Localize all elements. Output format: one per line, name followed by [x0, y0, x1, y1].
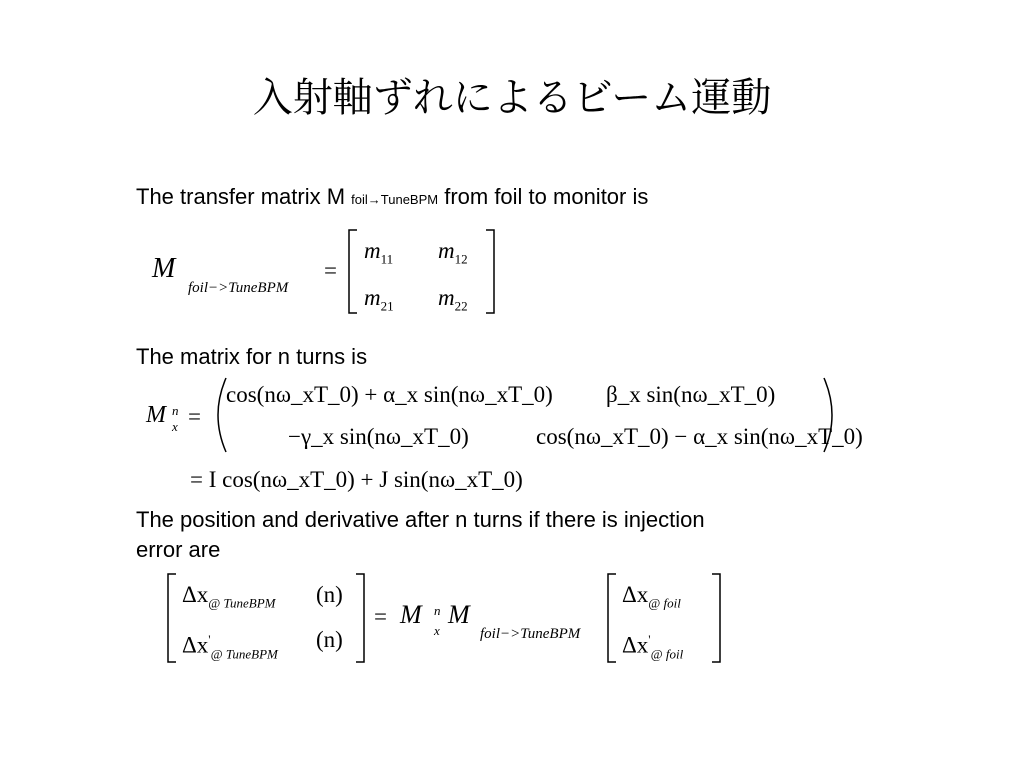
eq1-lhs-sub: foil−>TuneBPM [188, 280, 289, 296]
eq3-left-top: $\Delta x_{@ TuneBPM}$ [182, 582, 276, 611]
eq3-M2-sub: foil−>TuneBPM [480, 626, 581, 642]
eq3-left-bottom-arg: (n) [316, 627, 343, 652]
eq3-M2: M [448, 600, 470, 629]
eq3-left-vector-right-bracket [356, 574, 364, 662]
eq3-left-vector-left-bracket [168, 574, 176, 662]
eq1-m11: $m_{11}$ [364, 238, 394, 267]
eq1-right-bracket [486, 230, 494, 313]
eq3-right-vector-right-bracket [712, 574, 720, 662]
eq1-left-bracket [349, 230, 357, 313]
eq3-M-sup: n [434, 603, 441, 618]
eq3-right-top: $\Delta x_{@ foil}$ [622, 582, 681, 611]
eq2-lhs-sub: x [172, 419, 178, 434]
eq2-left-paren [218, 378, 226, 452]
eq3-right-vector-left-bracket [608, 574, 616, 662]
paragraph-lead: The transfer matrix M [136, 184, 352, 209]
eq2-lhs-sup: n [172, 403, 179, 418]
slide-title: 入射軸ずれによるビーム運動 [252, 75, 772, 121]
eq1-m22: $m_{22}$ [438, 285, 468, 314]
paragraph-n-turns: The matrix for n turns is [136, 344, 368, 369]
paragraph-injection-error-line1: The position and derivative after n turns if there is injection [136, 507, 705, 532]
eq2-a21: −γ_x sin(nω_xT_0) [288, 424, 469, 449]
eq3-left-bottom: $\Delta x'_{@ TuneBPM}$ [182, 632, 278, 662]
eq2-a11: cos(nω_xT_0) + α_x sin(nω_xT_0) [226, 382, 553, 407]
eq3-M: M [400, 600, 422, 629]
eq2-right-paren [824, 378, 832, 452]
eq2-lhs: M [146, 402, 166, 428]
eq1-lhs: M [152, 253, 176, 284]
eq2-a22: cos(nω_xT_0) − α_x sin(nω_xT_0) [536, 424, 863, 449]
eq2-line2: = I cos(nω_xT_0) + J sin(nω_xT_0) [190, 467, 523, 492]
paragraph-subscript: foil→TuneBPM [351, 192, 439, 207]
eq1-equals: = [324, 258, 337, 283]
eq2-equals: = [188, 404, 201, 429]
paragraph-injection-error-line2: error are [136, 537, 221, 562]
eq2-a12: β_x sin(nω_xT_0) [606, 382, 776, 407]
eq3-M-sub: x [434, 623, 440, 638]
eq1-m12: $m_{12}$ [438, 238, 468, 267]
eq1-m21: $m_{21}$ [364, 285, 394, 314]
eq3-left-top-arg: (n) [316, 582, 343, 607]
eq3-equals: = [374, 604, 387, 629]
eq3-right-bottom: $\Delta x'_{@ foil}$ [622, 632, 684, 662]
paragraph-tail: from foil to monitor is [438, 184, 649, 209]
